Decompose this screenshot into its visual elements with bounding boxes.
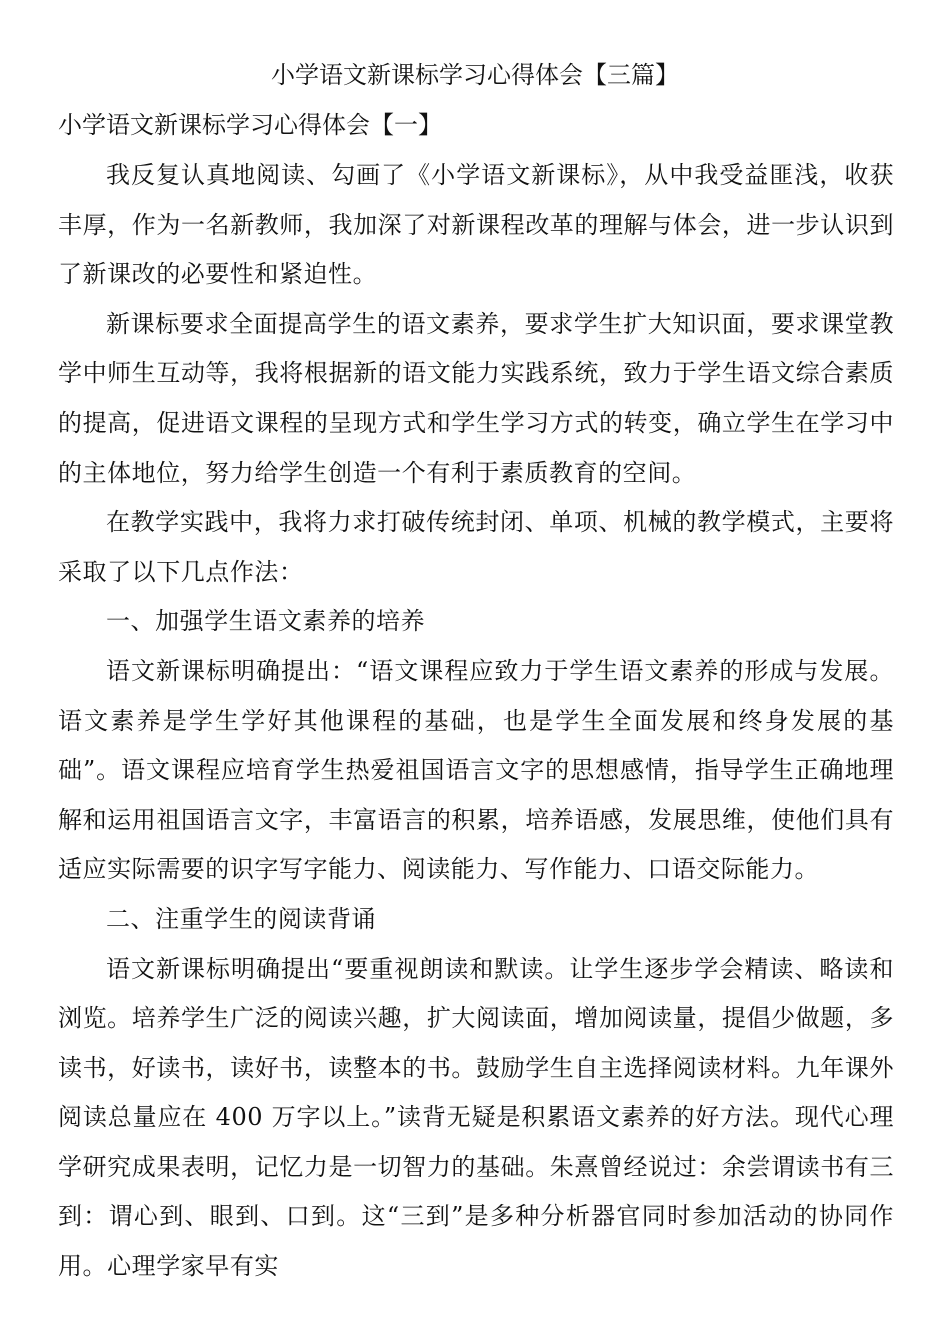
paragraph-reading: 语文新课标明确提出“要重视朗读和默读。让学生逐步学会精读、略读和浏览。培养学生广泛的阅读兴趣，扩大阅读面，增加阅读量，提倡少做题，多读书，好读书，读好书，读整本的书。鼓励学生自主选择阅读材料。九年课外阅读总量应在 400 万字以上。”读背无疑是积累语文素养的好方法。现代心理学研究成果表明，记忆力是一切智力的基础。朱熹曾经说过：余尝谓读书有三到：谓心到、眼到、口到。这“三到”是多种分析器官同时参加活动的协同作用。心理学家早有实 <box>58 954 894 1281</box>
section-heading-literacy: 一、加强学生语文素养的培养 <box>106 607 426 636</box>
section-title: 小学语文新课标学习心得体会【一】 <box>58 111 442 139</box>
paragraph-literacy: 语文新课标明确提出：“语文课程应致力于学生语文素养的形成与发展。语文素养是学生学好其他课程的基础，也是学生全面发展和终身发展的基础”。语文课程应培育学生热爱祖国语言文字的思想感情，指导学生正确地理解和运用祖国语言文字，丰富语言的积累，培养语感，发展思维，使他们具有适应实际需要的识字写字能力、阅读能力、写作能力、口语交际能力。 <box>58 656 894 884</box>
paragraph-intro: 我反复认真地阅读、勾画了《小学语文新课标》，从中我受益匪浅，收获丰厚，作为一名新教师，我加深了对新课程改革的理解与体会，进一步认识到了新课改的必要性和紧迫性。 <box>58 161 894 289</box>
paragraph-practice: 在教学实践中，我将力求打破传统封闭、单项、机械的教学模式，主要将采取了以下几点作法： <box>58 508 894 586</box>
document-body <box>58 151 894 1292</box>
paragraph-requirements: 新课标要求全面提高学生的语文素养，要求学生扩大知识面，要求课堂教学中师生互动等，我将根据新的语文能力实践系统，致力于学生语文综合素质的提高，促进语文课程的呈现方式和学生学习方式的转变，确立学生在学习中的主体地位，努力给学生创造一个有利于素质教育的空间。 <box>58 309 894 487</box>
document-title: 小学语文新课标学习心得体会【三篇】 <box>271 61 679 89</box>
section-heading-reading: 二、注重学生的阅读背诵 <box>106 904 377 933</box>
